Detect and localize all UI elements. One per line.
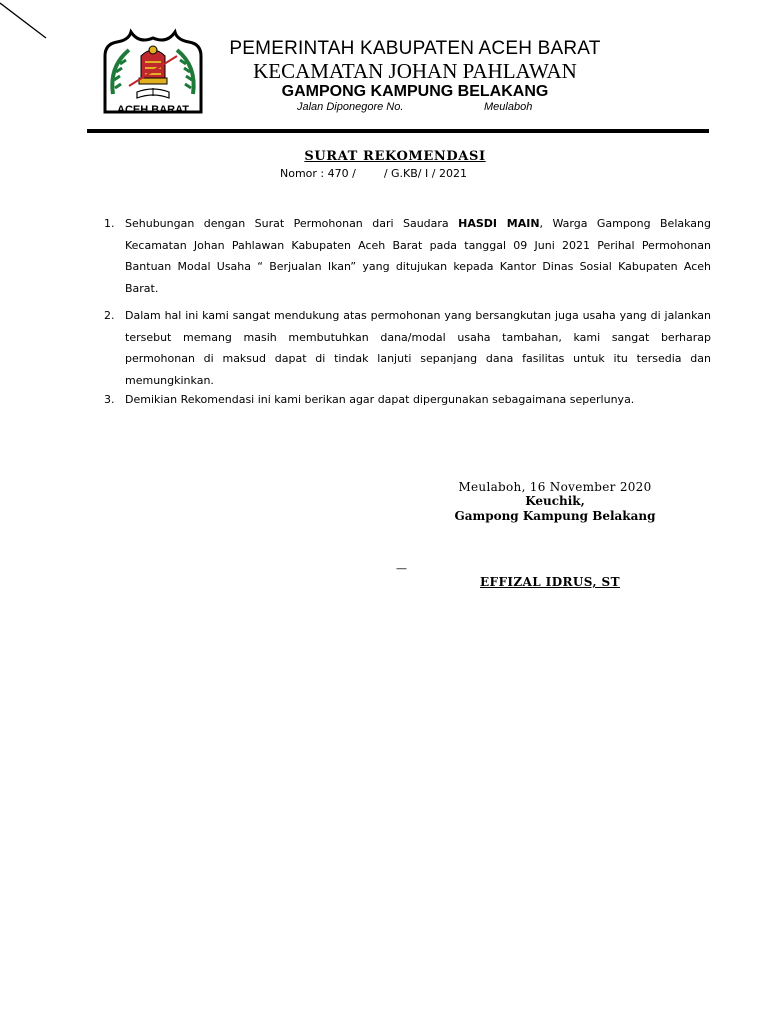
- letter-title: SURAT REKOMENDASI: [304, 149, 486, 164]
- letterhead-government: PEMERINTAH KABUPATEN ACEH BARAT: [229, 38, 601, 59]
- body-item: [104, 389, 711, 411]
- letterhead-divider: [87, 129, 709, 133]
- letterhead-district: KECAMATAN JOHAN PAHLAWAN: [253, 59, 577, 83]
- letterhead-address-street: Jalan Diponegore No.: [297, 101, 404, 113]
- letter-body: [104, 213, 711, 417]
- letter-number-prefix: Nomor : 470 /: [280, 167, 356, 180]
- signature-dash: —: [396, 562, 407, 575]
- body-item-number: 2.: [104, 309, 115, 322]
- letter-number-suffix: / G.KB/ I / 2021: [383, 167, 467, 180]
- letter-number: [280, 167, 467, 180]
- body-item-text: , Warga Gampong Belakang Kecamatan Johan Pahlawan Kabupaten Aceh Barat pada tanggal 09 Juni 2021 Perihal Permohonan Bantuan Modal Usaha “ Berjualan Ikan” yang ditujukan kepada Kantor Dinas Sosial Kabupaten Aceh Barat.: [125, 217, 711, 295]
- signature-place: Gampong Kampung Belakang: [454, 509, 656, 523]
- signature-role: Keuchik,: [525, 494, 585, 508]
- emblem-label: ACEH BARAT: [117, 104, 189, 116]
- letterhead-village: GAMPONG KAMPUNG BELAKANG: [281, 83, 549, 100]
- body-item-text: Sehubungan dengan Surat Permohonan dari Saudara: [125, 217, 459, 230]
- applicant-name: HASDI MAIN: [458, 217, 540, 230]
- body-item: [104, 305, 711, 391]
- signature-date: Meulaboh, 16 November 2020: [458, 480, 652, 494]
- body-item-number: 1.: [104, 217, 115, 230]
- letterhead-address-city: Meulaboh: [484, 101, 533, 113]
- body-item-text: Dalam hal ini kami sangat mendukung atas permohonan yang bersangkutan juga usaha yang di jalankan tersebut memang masih membutuhkan dana/modal usaha tambahan, kami sangat berharap permohonan di maksud dapat di tindak lanjuti sepanjang dana fasilitas untuk itu tersedia dan memungkinkan.: [125, 309, 711, 387]
- body-item-number: 3.: [104, 393, 115, 406]
- body-item: [104, 213, 711, 299]
- signatory-name: EFFIZAL IDRUS, ST: [480, 575, 620, 589]
- corner-fold-line: [0, 0, 60, 50]
- body-item-text: Demikian Rekomendasi ini kami berikan agar dapat dipergunakan sebagaimana seperlunya.: [125, 393, 635, 406]
